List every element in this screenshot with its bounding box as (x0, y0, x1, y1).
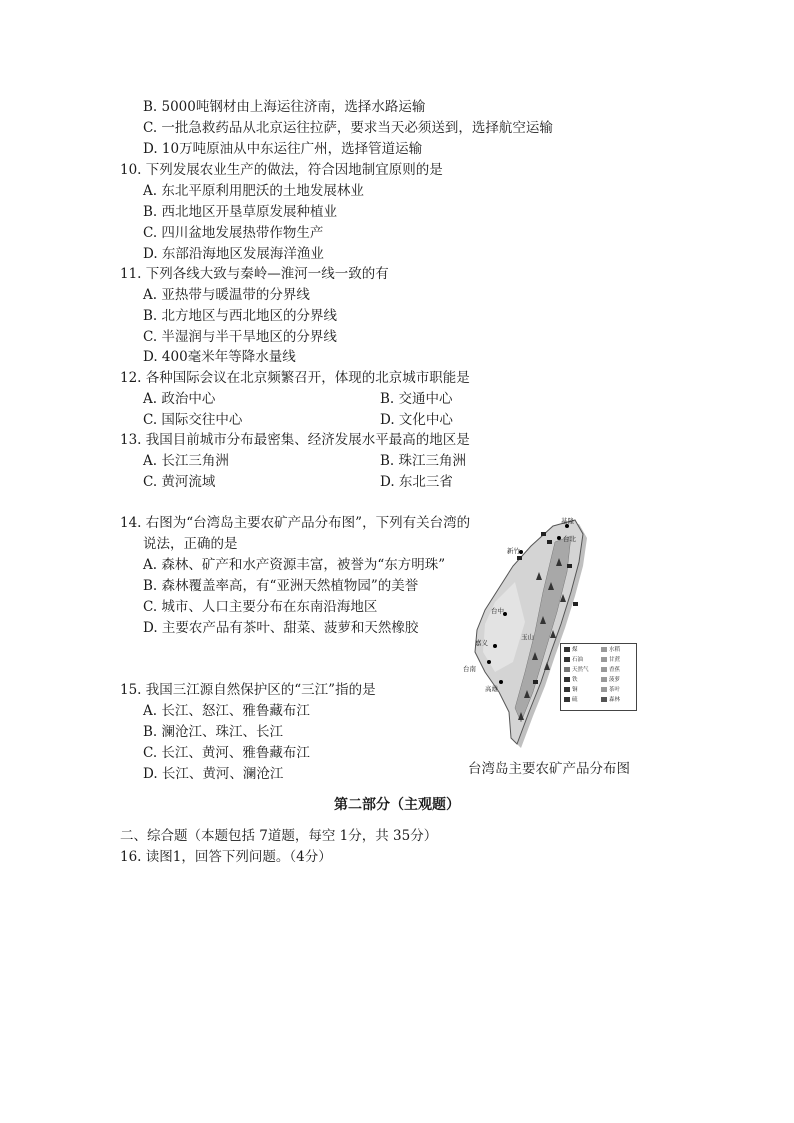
gas-icon (564, 667, 570, 672)
legend-copper: 铜 (564, 687, 578, 694)
iron-icon (564, 677, 570, 682)
q15-option-b: B. 澜沧江、珠江、长江 (143, 724, 284, 740)
part2-section-heading: 二、综合题（本题包括 7道题，每空 1分，共 35分） (120, 828, 438, 844)
legend-gas: 天然气 (564, 667, 589, 674)
forest-icon (601, 697, 607, 702)
q14-option-c: C. 城市、人口主要分布在东南沿海地区 (143, 599, 378, 615)
q11-stem: 11. 下列各线大致与秦岭—淮河一线一致的有 (120, 266, 389, 282)
q12-option-a: A. 政治中心 (143, 391, 216, 407)
q11-option-c: C. 半湿润与半干旱地区的分界线 (143, 329, 337, 345)
map-legend (560, 643, 637, 711)
q16-stem: 16. 读图1，回答下列问题。（4分） (120, 849, 332, 865)
legend-iron: 铁 (564, 677, 578, 684)
tea-icon (601, 687, 607, 692)
q12-option-b: B. 交通中心 (380, 391, 453, 407)
q15-option-c: C. 长江、黄河、雅鲁藏布江 (143, 745, 310, 761)
banana-icon (601, 667, 607, 672)
q15-stem: 15. 我国三江源自然保护区的“三江”指的是 (120, 682, 376, 698)
q10-option-a: A. 东北平原利用肥沃的土地发展林业 (143, 183, 364, 199)
q15-option-a: A. 长江、怒江、雅鲁藏布江 (143, 703, 310, 719)
q13-stem: 13. 我国目前城市分布最密集、经济发展水平最高的地区是 (120, 432, 470, 448)
legend-rice: 水稻 (601, 647, 620, 654)
rice-icon (601, 647, 607, 652)
q9-option-b: B. 5000吨钢材由上海运往济南，选择水路运输 (143, 99, 426, 115)
q11-option-d: D. 400毫米年等降水量线 (143, 349, 296, 365)
sulfur-icon (564, 697, 570, 702)
part2-title: 第二部分（主观题） (334, 797, 460, 813)
pineapple-icon (601, 677, 607, 682)
map-label-yushan: 玉山 (521, 633, 534, 641)
legend-sugarcane: 甘蔗 (601, 657, 620, 664)
q13-option-d: D. 东北三省 (380, 474, 453, 490)
map-label-taipei: 台北 (563, 535, 576, 543)
sugarcane-icon (601, 657, 607, 662)
legend-pineapple: 菠萝 (601, 677, 620, 684)
map-label-taichung: 台中 (491, 607, 504, 615)
q14-option-a: A. 森林、矿产和水产资源丰富，被誉为“东方明珠” (143, 557, 446, 573)
q15-option-d: D. 长江、黄河、澜沧江 (143, 766, 284, 782)
q13-option-c: C. 黄河流域 (143, 474, 216, 490)
q13-option-b: B. 珠江三角洲 (380, 453, 467, 469)
q9-option-c: C. 一批急救药品从北京运往拉萨，要求当天必须送到，选择航空运输 (143, 120, 553, 136)
q9-option-d: D. 10万吨原油从中东运往广州，选择管道运输 (143, 141, 423, 157)
map-label-tainan: 台南 (463, 665, 476, 673)
q13-option-a: A. 长江三角洲 (143, 453, 229, 469)
q14-option-b: B. 森林覆盖率高，有“亚洲天然植物园”的美誉 (143, 578, 419, 594)
q10-stem: 10. 下列发展农业生产的做法，符合因地制宜原则的是 (120, 162, 443, 178)
map-label-kaohsiung: 高雄 (485, 685, 498, 693)
map-label-keelung: 基隆 (561, 517, 574, 525)
q12-option-c: C. 国际交往中心 (143, 412, 243, 428)
legend-sulfur: 硫 (564, 697, 578, 704)
q14-option-d: D. 主要农产品有茶叶、甜菜、菠萝和天然橡胶 (143, 620, 419, 636)
q11-option-a: A. 亚热带与暖温带的分界线 (143, 287, 310, 303)
legend-coal: 煤 (564, 647, 578, 654)
q11-option-b: B. 北方地区与西北地区的分界线 (143, 308, 338, 324)
q14-stem-line1: 14. 右图为“台湾岛主要农矿产品分布图”，下列有关台湾的 (120, 515, 471, 531)
q14-stem-line2: 说法，正确的是 (143, 536, 238, 552)
oil-icon (564, 657, 570, 662)
q12-option-d: D. 文化中心 (380, 412, 453, 428)
legend-forest: 森林 (601, 697, 620, 704)
map-caption: 台湾岛主要农矿产品分布图 (468, 761, 630, 777)
map-label-hsinchu: 新竹 (507, 547, 520, 555)
taiwan-map-figure (455, 512, 645, 752)
q10-option-c: C. 四川盆地发展热带作物生产 (143, 225, 324, 241)
legend-banana: 香蕉 (601, 667, 620, 674)
legend-oil: 石油 (564, 657, 583, 664)
q12-stem: 12. 各种国际会议在北京频繁召开，体现的北京城市职能是 (120, 370, 470, 386)
coal-icon (564, 647, 570, 652)
legend-tea: 茶叶 (601, 687, 620, 694)
taiwan-map-illustration (455, 512, 645, 752)
q10-option-b: B. 西北地区开垦草原发展种植业 (143, 204, 338, 220)
copper-icon (564, 687, 570, 692)
q10-option-d: D. 东部沿海地区发展海洋渔业 (143, 246, 324, 262)
map-label-chiayi: 嘉义 (475, 639, 488, 647)
